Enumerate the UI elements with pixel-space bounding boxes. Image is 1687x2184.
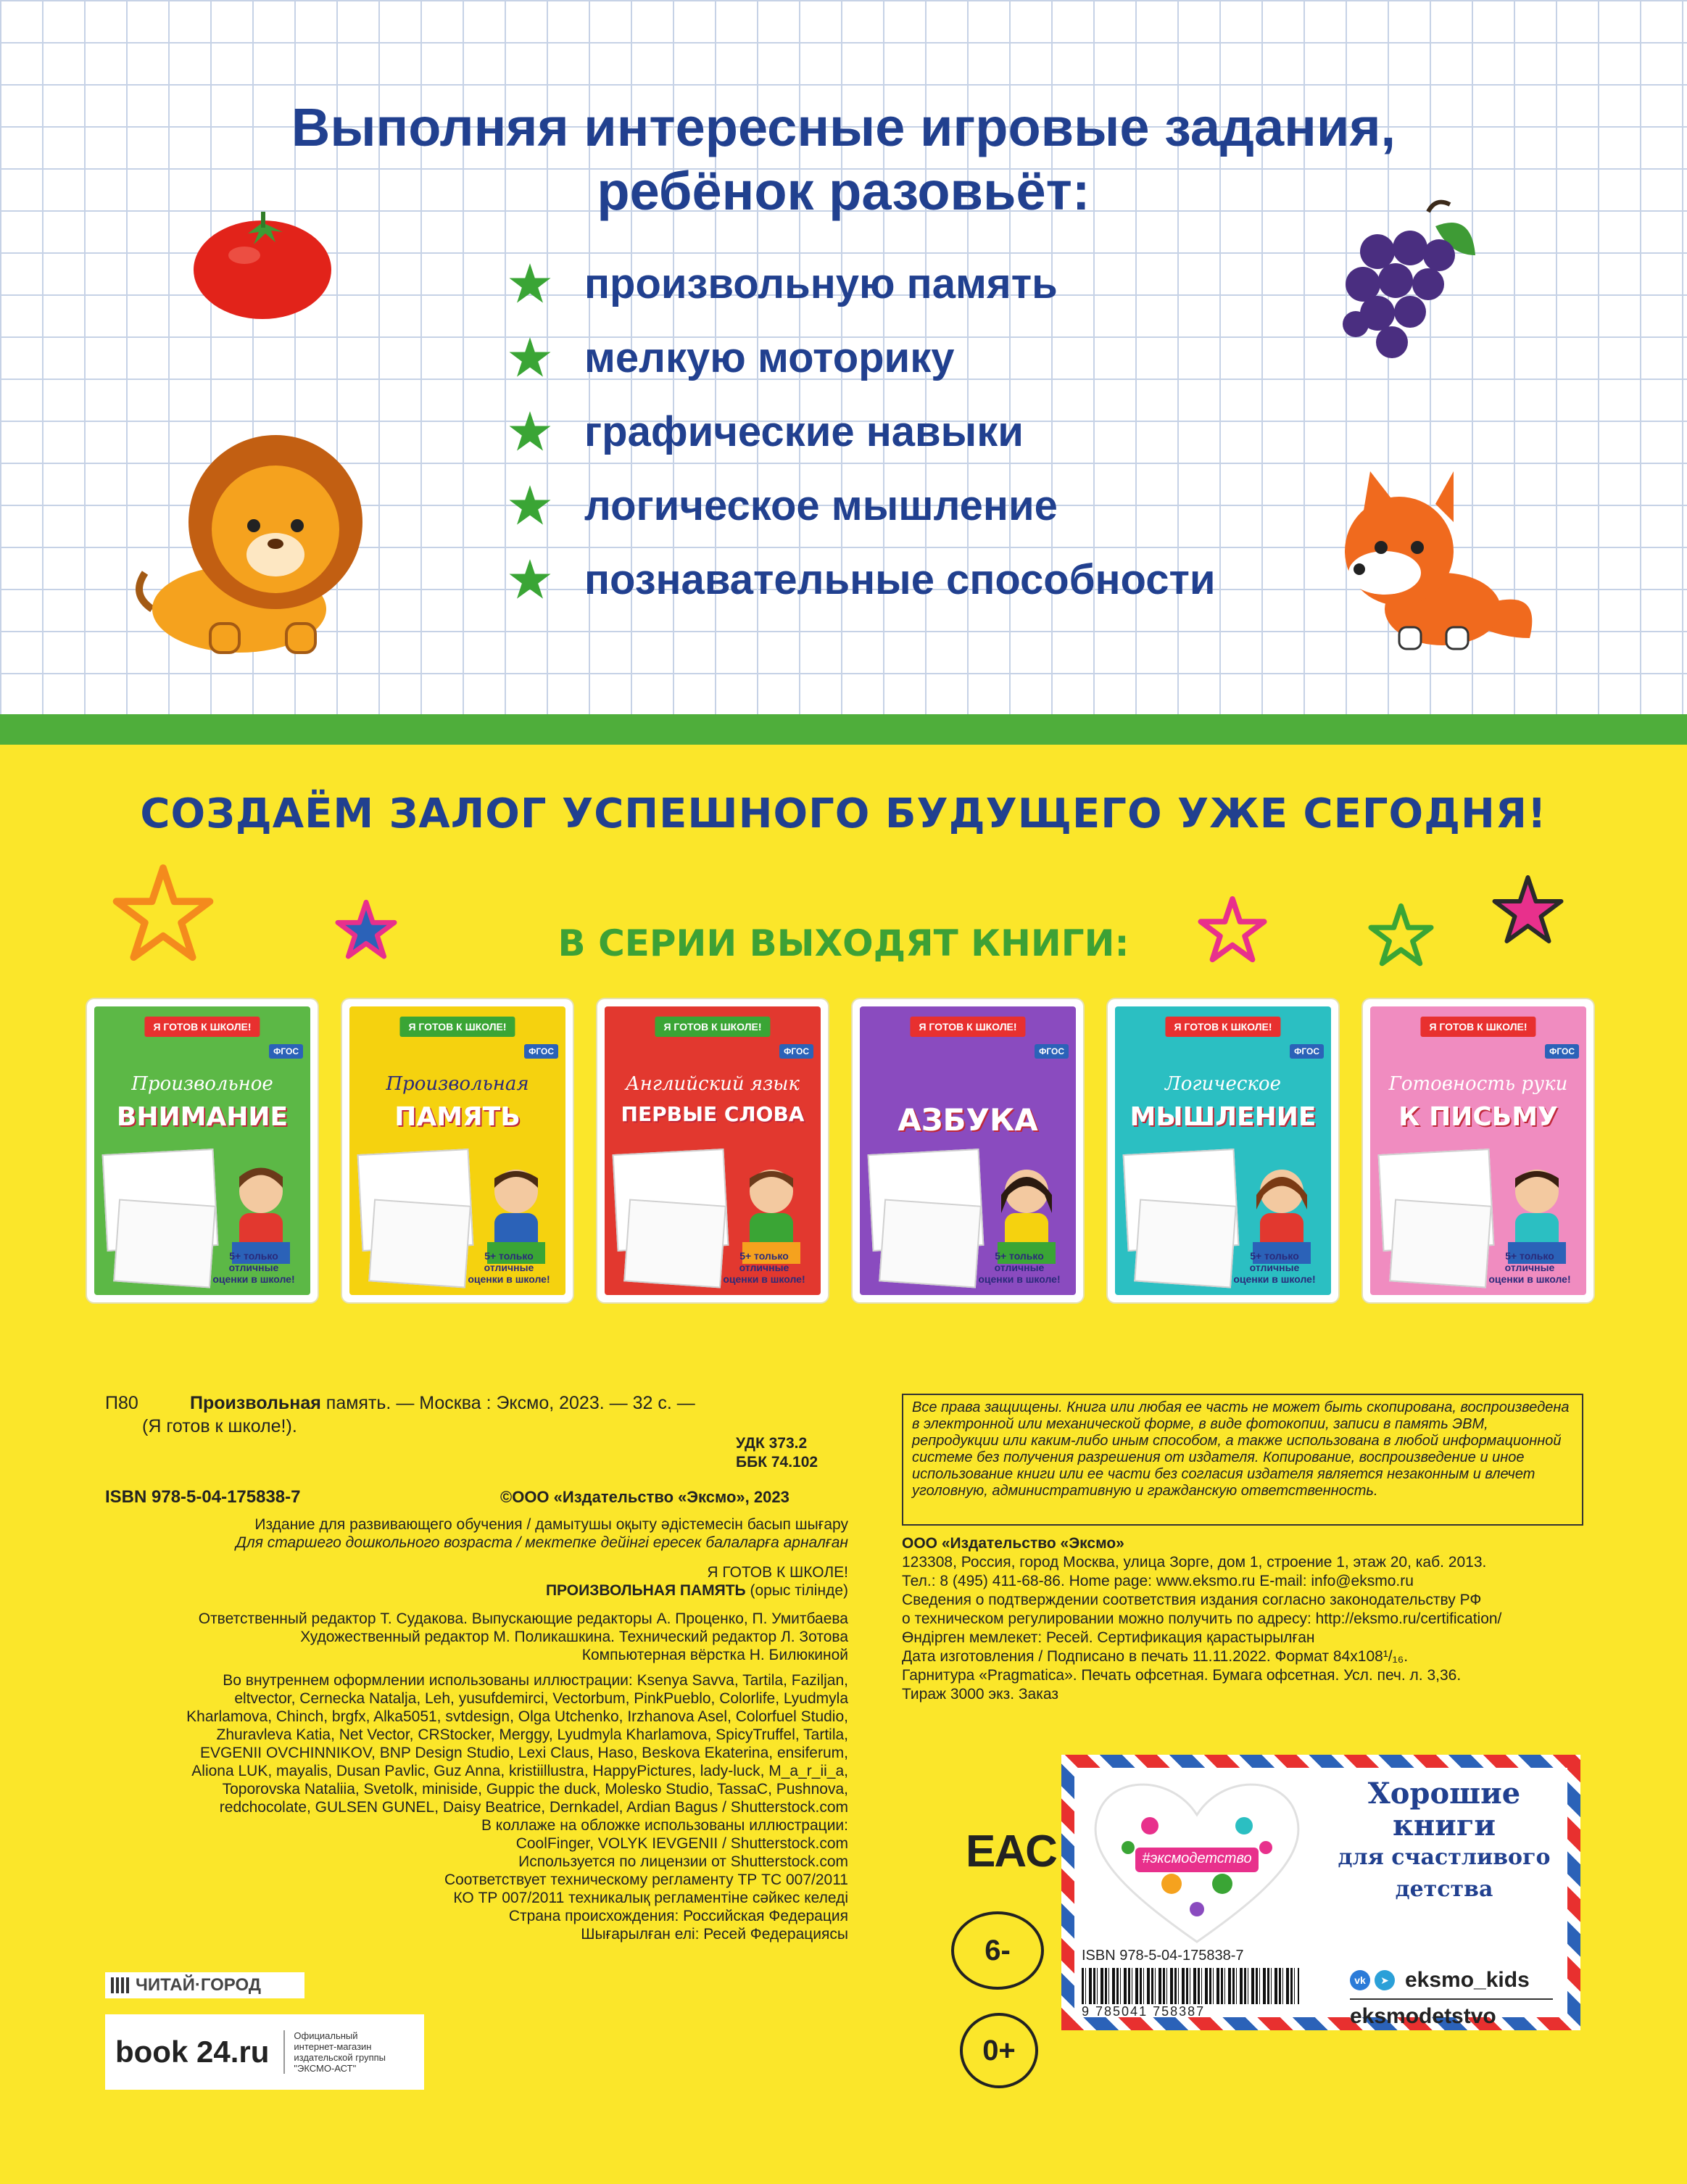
regulation-line-1: Соответствует техническому регламенту ТР ТС 007/2011 — [444, 1871, 848, 1888]
copyright: ©ООО «Издательство «Эксмо», 2023 — [500, 1488, 789, 1506]
fgos-badge: ФГОС — [524, 1044, 558, 1059]
citation — [190, 1394, 695, 1412]
collage-line-1: В коллаже на обложке использованы иллюстрации: — [481, 1817, 848, 1834]
barcode-digits: 9 785041 758387 — [1082, 2004, 1206, 2019]
book-cover-attention[interactable] — [87, 999, 318, 1302]
book-name-suffix: (орыс тілінде) — [745, 1582, 848, 1599]
book-title-top: Готовность руки — [1388, 1073, 1568, 1095]
book-name: ПРОИЗВОЛЬНАЯ ПАМЯТЬ — [545, 1582, 746, 1599]
skill-label: познавательные способности — [584, 555, 1216, 603]
fox-illustration — [1327, 471, 1544, 653]
star-icon — [507, 261, 552, 306]
green-divider — [0, 714, 1687, 745]
fgos-badge: ФГОС — [1545, 1044, 1579, 1059]
book24-note-line: издательской группы — [294, 2052, 386, 2063]
book-title-main: ВНИМАНИЕ — [116, 1102, 289, 1132]
list-item — [507, 247, 1216, 320]
book24-logo — [105, 2014, 424, 2090]
illustrations-line: Toporovska Nataliia, Svetolk, miniside, Guppic the duck, Molesko Studio, TassaC, Pushnova, — [222, 1781, 848, 1798]
illustrations-line: redchocolate, GULSEN GUNEL, Daisy Beatrice, Dernkadel, Ardian Bagus / Shutterstock.com — [219, 1799, 848, 1816]
book-title-top: Произвольное — [131, 1073, 273, 1095]
staff-line-3: Компьютерная вёрстка Н. Билюкиной — [581, 1647, 848, 1663]
illustrations-line: eltvector, Cernecka Natalja, Leh, yusufdemirci, Vectorbum, PinkPueblo, Colorlife, Lyudmyla — [234, 1690, 848, 1707]
origin-line-2: Шығарылған елі: Ресей Федерациясы — [581, 1926, 848, 1943]
series-tag: Я ГОТОВ К ШКОЛЕ! — [399, 1017, 515, 1037]
cover-art — [860, 1006, 1076, 1295]
illustrations-line: Zhuravleva Katia, Net Vector, CRStocker, Merggy, Lyudmyla Kharlamova, SpicyTruffel, Tartila, — [216, 1726, 848, 1743]
cover-art — [1115, 1006, 1331, 1295]
cover-art — [94, 1006, 310, 1295]
fgos-badge: ФГОС — [269, 1044, 303, 1059]
book24-note — [283, 2030, 386, 2074]
chitai-gorod-logo — [105, 1972, 304, 1998]
skill-label: мелкую моторику — [584, 334, 955, 381]
age-badge-0: 0+ — [960, 2013, 1038, 2088]
book-title-top: Английский язык — [626, 1073, 800, 1095]
skill-label: произвольную память — [584, 260, 1058, 307]
cover-art — [605, 1006, 821, 1295]
book24-note-line: Официальный — [294, 2030, 358, 2041]
promo-site[interactable]: eksmodetstvo — [1350, 1998, 1553, 2029]
hashtag: #эксмодетство — [1142, 1850, 1252, 1866]
eac-mark: EAC — [966, 1827, 1056, 1877]
book-title-top: Произвольная — [386, 1073, 529, 1095]
lion-illustration — [130, 421, 377, 660]
book24-note-line: "ЭКСМО-АСТ" — [294, 2063, 357, 2074]
citation-line-2: (Я готов к школе!). — [142, 1416, 297, 1436]
series-title: В СЕРИИ ВЫХОДЯТ КНИГИ: — [558, 922, 1129, 964]
kz-cert: Өндірген мемлекет: Ресей. Сертификация қарастырылған — [902, 1629, 1315, 1646]
series-tag: Я ГОТОВ К ШКОЛЕ! — [655, 1017, 770, 1037]
series-tag: Я ГОТОВ К ШКОЛЕ! — [910, 1017, 1025, 1037]
book-title-main: МЫШЛЕНИЕ — [1129, 1102, 1317, 1132]
origin-line-1: Страна происхождения: Российская Федерация — [508, 1908, 848, 1924]
citation-rest: память. — Москва : Эксмо, 2023. — 32 с. — — [320, 1393, 695, 1413]
fgos-badge: ФГОС — [779, 1044, 813, 1059]
excellence-mark: 5+ только отличные оценки в школе! — [468, 1250, 550, 1285]
imprint-details — [105, 1515, 848, 1943]
book24-note-line: интернет-магазин — [294, 2041, 372, 2052]
book-cover-memory[interactable] — [342, 999, 573, 1302]
excellence-mark: 5+ только отличные оценки в школе! — [723, 1250, 805, 1285]
barcode-isbn: ISBN 978-5-04-175838-7 — [1082, 1948, 1244, 1964]
promo-line-2: книги — [1392, 1808, 1496, 1842]
promo-line-4: детства — [1395, 1877, 1493, 1902]
series-name: Я ГОТОВ К ШКОЛЕ! — [707, 1564, 848, 1581]
telegram-icon[interactable]: ➤ — [1375, 1970, 1395, 1990]
excellence-mark: 5+ только отличные оценки в школе! — [212, 1250, 295, 1285]
excellence-mark: 5+ только отличные оценки в школе! — [978, 1250, 1061, 1285]
vk-icon[interactable]: vk — [1350, 1970, 1370, 1990]
collage-line-2: CoolFinger, VOLYK IEVGENII / Shutterstock.com — [515, 1835, 848, 1852]
heading-line-1: Выполняя интересные игровые задания, — [291, 97, 1396, 157]
catalog-code: П80 — [105, 1393, 138, 1413]
worksheet-image — [113, 1199, 216, 1288]
worksheet-image — [368, 1199, 471, 1288]
citation-bold: Произвольная — [190, 1393, 321, 1413]
book24-label: book 24.ru — [115, 2035, 270, 2069]
heading-line-2: ребёнок разовьёт: — [597, 161, 1090, 221]
bbk: ББК 74.102 — [736, 1454, 818, 1471]
edition-line-1: Издание для развивающего обучения / дамытушы оқыту әдістемесін басып шығару — [254, 1516, 848, 1533]
book-title-main: ПЕРВЫЕ СЛОВА — [621, 1102, 805, 1126]
book-cover-logic[interactable] — [1108, 999, 1338, 1302]
excellence-mark: 5+ только отличные оценки в школе! — [1233, 1250, 1316, 1285]
publisher-address: 123308, Россия, город Москва, улица Зорге, дом 1, строение 1, этаж 20, каб. 2013. — [902, 1554, 1487, 1571]
age-badge-6: 6- — [951, 1911, 1044, 1990]
publisher-name: ООО «Издательство «Эксмо» — [902, 1535, 1124, 1552]
list-item — [507, 542, 1216, 616]
excellence-mark: 5+ только отличные оценки в школе! — [1488, 1250, 1571, 1285]
license: Используется по лицензии от Shutterstock.com — [518, 1853, 848, 1870]
worksheet-image — [623, 1199, 726, 1288]
book-title-main: АЗБУКА — [898, 1102, 1038, 1138]
skill-label: логическое мышление — [584, 481, 1058, 529]
cert-line-1: Сведения о подтверждении соответствия издания согласно законодательству РФ — [902, 1592, 1482, 1608]
worksheet-image — [879, 1199, 982, 1288]
worksheet-image — [1389, 1199, 1492, 1288]
publisher-info — [902, 1534, 1501, 1704]
series-tag: Я ГОТОВ К ШКОЛЕ! — [1420, 1017, 1535, 1037]
tomato-illustration — [190, 204, 335, 320]
staff-line-1: Ответственный редактор Т. Судакова. Выпускающие редакторы А. Проценко, П. Умитбаева — [198, 1610, 848, 1627]
illustrations-line: Aliona LUK, mayalis, Dusan Pavlic, Guz Anna, kristiillustra, HappyPictures, lady-luck, M_a_r_ii_a, — [191, 1763, 848, 1779]
cover-art — [1370, 1006, 1586, 1295]
barcode — [1082, 1968, 1299, 2004]
list-item — [507, 394, 1216, 468]
book-title-main: К ПИСЬМУ — [1398, 1102, 1558, 1132]
list-item — [507, 320, 1216, 394]
book-cover-english[interactable] — [597, 999, 828, 1302]
promo-envelope — [1061, 1755, 1580, 2030]
series-tag: Я ГОТОВ К ШКОЛЕ! — [1165, 1017, 1280, 1037]
star-icon — [507, 409, 552, 454]
grapes-illustration — [1327, 197, 1486, 379]
typeface: Гарнитура «Pragmatica». Печать офсетная. Бумага офсетная. Усл. печ. л. 3,36. — [902, 1667, 1462, 1684]
udk: УДК 373.2 — [736, 1435, 808, 1452]
regulation-line-2: КО ТР 007/2011 техникалық регламентіне сәйкес келеді — [453, 1890, 848, 1906]
star-icon — [507, 483, 552, 528]
promo-line-3: для счастливого — [1338, 1845, 1551, 1870]
illustrations-line: Во внутреннем оформлении использованы иллюстрации: Ksenya Savva, Tartila, Faziljan, — [223, 1672, 848, 1689]
book-title-top: Логическое — [1165, 1073, 1281, 1095]
print-run: Тираж 3000 экз. Заказ — [902, 1686, 1058, 1703]
book-cover-alphabet[interactable] — [853, 999, 1083, 1302]
print-date: Дата изготовления / Подписано в печать 11.11.2022. Формат 84x108¹/₁₆. — [902, 1648, 1409, 1665]
list-item — [507, 468, 1216, 542]
series-tag: Я ГОТОВ К ШКОЛЕ! — [144, 1017, 260, 1037]
book-title-main: ПАМЯТЬ — [394, 1102, 521, 1132]
rights-notice: Все права защищены. Книга или любая ее часть не может быть скопирована, воспроизведена в электронной или механической форме, в виде фотокопии, записи в память ЭВМ, репродукции или каким-либо иным способом, а также использована в любой информационной системе без получения разрешения от издателя. Копирование, воспроизведение и иное использование книги или ее части без согласия издателя является незаконным и влечет уголовную, административную и гражданскую ответственность. — [902, 1394, 1583, 1526]
cert-line-2: о техническом регулировании можно получить по адресу: http://eksmo.ru/certification/ — [902, 1610, 1502, 1627]
promo-line-1: Хорошие — [1367, 1776, 1521, 1811]
staff-line-2: Художественный редактор М. Поликашкина. Технический редактор Л. Зотова — [300, 1629, 848, 1645]
chitai-gorod-label: ЧИТАЙ·ГОРОД — [136, 1975, 261, 1995]
worksheet-image — [1134, 1199, 1237, 1288]
cover-art — [349, 1006, 565, 1295]
social-handle[interactable]: eksmo_kids — [1405, 1968, 1530, 1992]
book-cover-handwriting[interactable] — [1363, 999, 1593, 1302]
illustrations-line: Kharlamova, Chinch, brgfx, Alka5051, svtdesign, Olga Utchenko, Irzhanova Asel, Colorfuel Studio, — [186, 1708, 848, 1725]
skill-label: графические навыки — [584, 408, 1024, 455]
illustrations-line: EVGENII OVCHINNIKOV, BNP Design Studio, Lexi Claus, Haso, Beskova Ekaterina, ensiferum, — [199, 1745, 848, 1761]
star-icon — [507, 335, 552, 380]
promo-slogan — [1321, 1778, 1567, 1906]
fgos-badge: ФГОС — [1290, 1044, 1324, 1059]
books-icon — [111, 1977, 131, 1993]
social-links — [1350, 1968, 1530, 1993]
fgos-badge: ФГОС — [1035, 1044, 1069, 1059]
isbn: ISBN 978-5-04-175838-7 — [105, 1487, 301, 1507]
publisher-contacts: Тел.: 8 (495) 411-68-86. Home page: www.eksmo.ru E-mail: info@eksmo.ru — [902, 1573, 1414, 1589]
edition-line-2: Для старшего дошкольного возраста / мектепке дейінгі ересек балаларға арналған — [236, 1534, 848, 1551]
star-icon — [507, 557, 552, 602]
slogan: СОЗДАЁМ ЗАЛОГ УСПЕШНОГО БУДУЩЕГО УЖЕ СЕГОДНЯ! — [140, 790, 1547, 837]
skills-list — [507, 247, 1216, 616]
